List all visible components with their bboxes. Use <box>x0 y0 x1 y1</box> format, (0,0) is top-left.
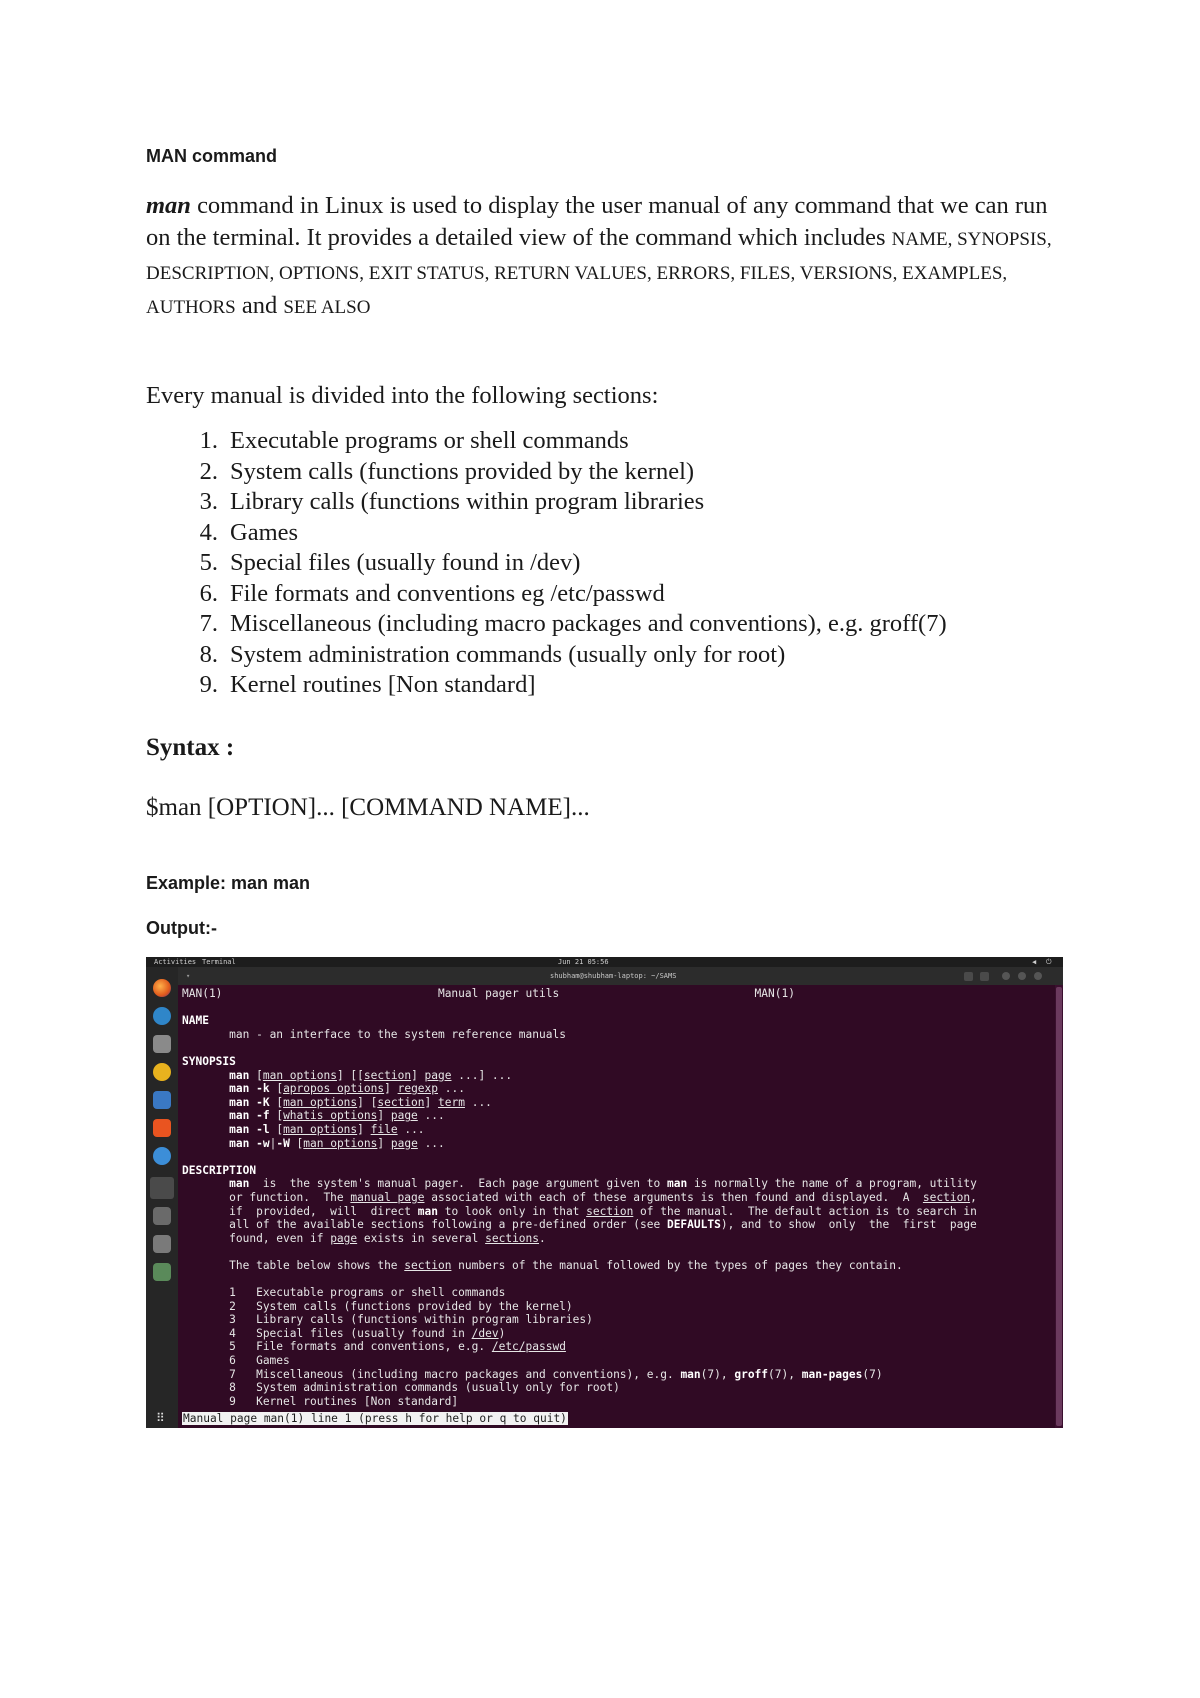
apps-grid-icon: ⠿ <box>156 1411 165 1425</box>
pager-status-line: Manual page man(1) line 1 (press h for help or q to quit) <box>183 1412 567 1425</box>
list-item: 2. System calls (functions provided by the kernel) <box>199 457 695 485</box>
drive-icon <box>153 1207 171 1225</box>
sections-list <box>146 426 947 701</box>
ubuntu-dock <box>146 967 178 1428</box>
writer-icon <box>153 1091 171 1109</box>
menu-button <box>980 972 989 981</box>
maximize-button <box>1018 972 1026 980</box>
software-icon <box>153 1119 171 1137</box>
sections-lead: Every manual is divided into the following sections: <box>146 382 659 409</box>
window-title: shubham@shubham-laptop: ~/SAMS <box>550 972 677 980</box>
output-label: Output:- <box>146 918 217 938</box>
scrollbar-thumb <box>1056 987 1062 1426</box>
list-item: 7. Miscellaneous (including macro packages and conventions), e.g. groff(7) <box>199 610 947 637</box>
search-button <box>964 972 973 981</box>
terminal-output <box>178 985 1058 1428</box>
list-item: 1. Executable programs or shell commands <box>199 427 629 454</box>
intro-text: command in Linux is used to display the user manual of any command that we can run on the terminal. It provides a detailed view of the command which includes <box>146 192 1048 251</box>
power-icon: ⏻ <box>1046 958 1052 966</box>
intro-paragraph <box>146 190 1066 324</box>
firefox-icon <box>153 979 171 997</box>
list-item: 6. File formats and conventions eg /etc/passwd <box>199 579 665 607</box>
intro-and: and <box>235 292 284 319</box>
close-button <box>1034 972 1042 980</box>
syntax-heading: Syntax : <box>146 734 235 761</box>
list-item: 5. Special files (usually found in /dev) <box>199 549 581 576</box>
desktop-topbar <box>146 957 1063 967</box>
list-item: 8. System administration commands (usually only for root) <box>199 640 786 668</box>
intro-see-also: SEE ALSO <box>283 297 371 318</box>
volume-icon: ◀ <box>1032 958 1037 966</box>
recycle-icon <box>153 1263 171 1281</box>
minimize-button <box>1002 972 1010 980</box>
list-item: 3. Library calls (functions within program libraries <box>199 488 705 515</box>
terminal-screenshot <box>146 957 1063 1428</box>
help-icon <box>153 1147 171 1165</box>
new-tab-icon: ▾ <box>186 972 191 980</box>
topbar-app-label: Terminal <box>202 958 236 966</box>
thunderbird-icon <box>153 1007 171 1025</box>
doc-title: MAN command <box>146 146 278 166</box>
rhythmbox-icon <box>153 1063 171 1081</box>
activities-label: Activities <box>154 958 197 966</box>
files-icon <box>153 1035 171 1053</box>
intro-keyword: man <box>146 192 191 219</box>
trash-icon <box>153 1235 171 1253</box>
list-item: 4. Games <box>199 518 299 546</box>
terminal-icon <box>150 1177 174 1199</box>
syntax-line: $man [OPTION]... [COMMAND NAME]... <box>146 794 590 821</box>
intro-section-list: NAME, SYNOPSIS, DESCRIPTION, OPTIONS, EXIT STATUS, RETURN VALUES, ERRORS, FILES, VERSIONS, EXAMPLES, AUTHORS <box>146 229 1052 318</box>
list-item: 9. Kernel routines [Non standard] <box>199 671 536 698</box>
terminal-titlebar <box>146 967 1063 985</box>
man-page-text: MAN(1) Manual pager utils MAN(1) NAME man - an interface to the system reference manuals SYNOPSIS man [man options] [[section] page ...] ... man -k [apropos options] regexp ... man -K [man options] [section] term ... man -f [whatis options] page ... man -l [man options] file ... man -w|-W [man options] page ... DESCRIPTION man is the system's manual pager. Each page argument given to man is normally the name of a program, utility or function. The manual page associated with each of these arguments is then found and displayed. A section, if provided, will direct man to look only in that section of the manual. The default action is to search in all of the available sections following a pre-defined order (see DEFAULTS), and to show only the first page found, even if page exists in several sections. The table below shows the section numbers of the manual followed by the types of pages they contain. 1 Executable programs or shell commands 2 System calls (functions provided by the kernel) 3 Library calls (functions within program libraries) 4 Special files (usually found in /dev) 5 File formats and conventions, e.g. /etc/passwd 6 Games 7 Miscellaneous (including macro packages and conventions), e.g. man(7), groff(7), man-pages(7) 8 System administration commands (usually only for root) 9 Kernel routines [Non standard] <box>182 987 977 1408</box>
topbar-clock: Jun 21 05:56 <box>558 958 609 966</box>
example-line: Example: man man <box>146 873 311 893</box>
